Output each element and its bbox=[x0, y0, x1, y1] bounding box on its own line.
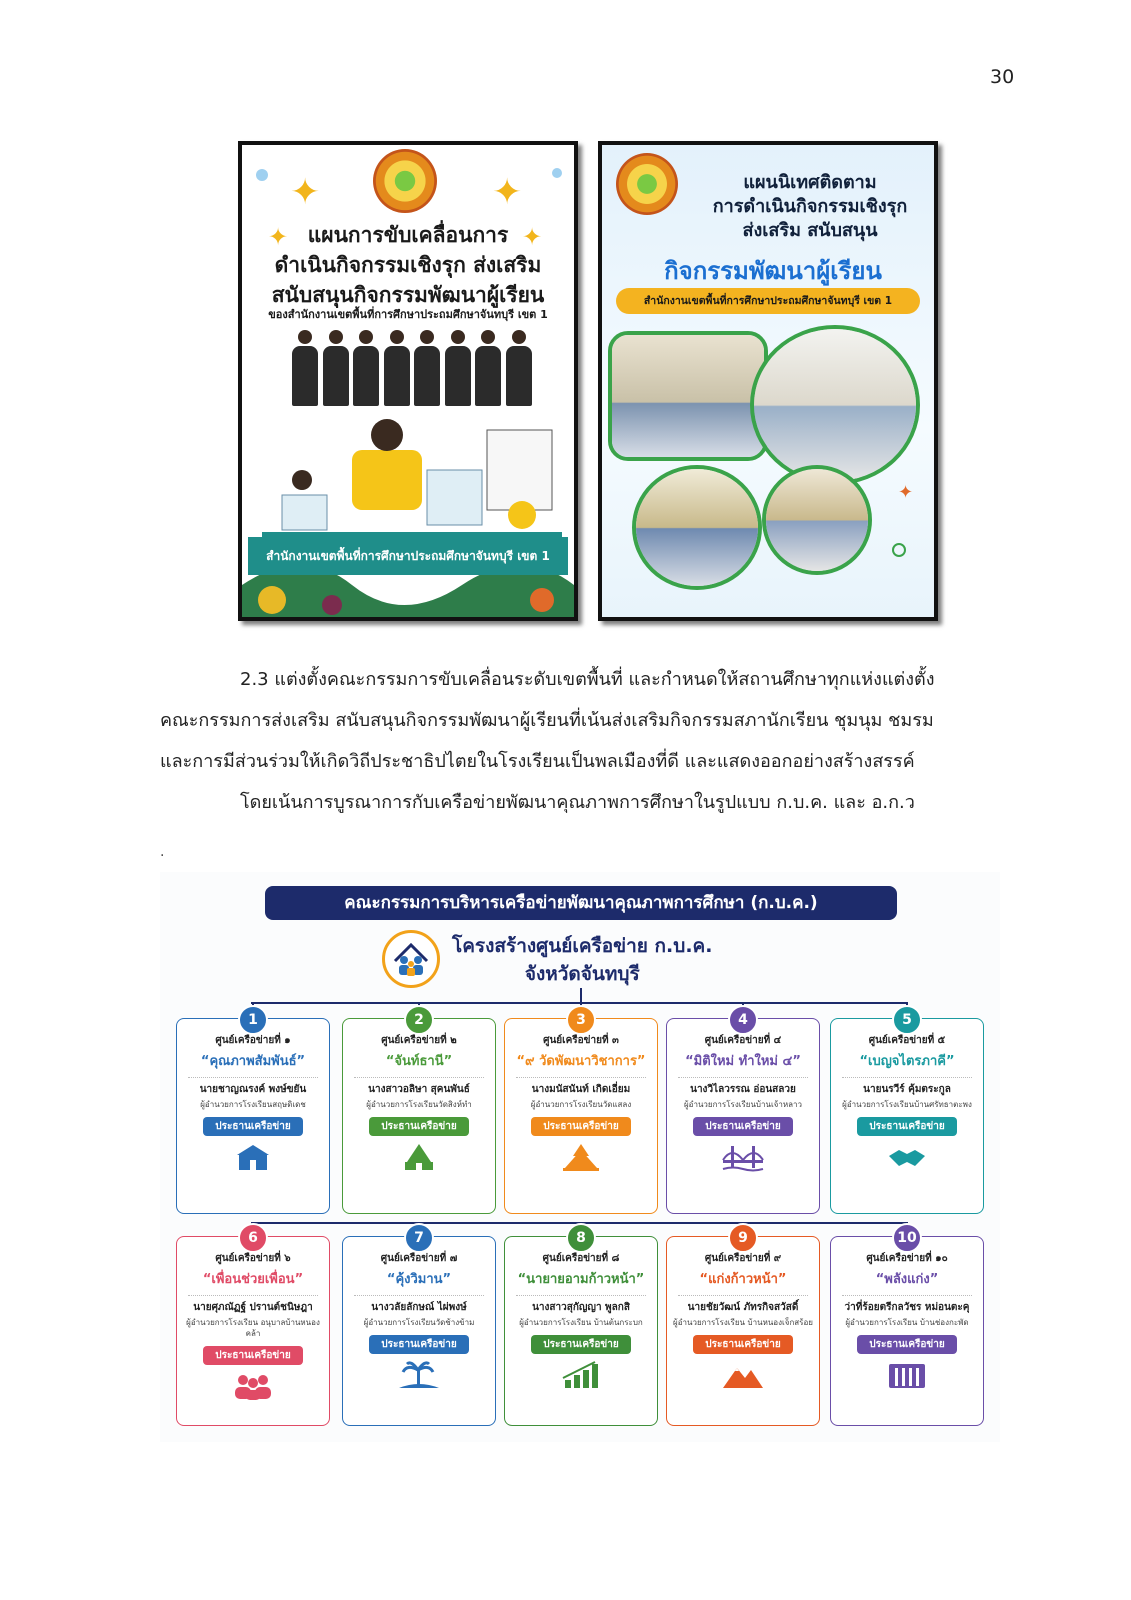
temple-icon bbox=[397, 1142, 441, 1172]
network-card bbox=[830, 1230, 984, 1426]
network-card bbox=[504, 1230, 658, 1426]
chairperson-name: นางวิไลวรรณ อ่อนสลวย bbox=[690, 1084, 796, 1095]
paragraph-line: 2.3 แต่งตั้งคณะกรรมการขับเคลื่อนระดับเขตพื้นที่ และกำหนดให้สถานศึกษาทุกแห่งแต่งตั้ง bbox=[240, 669, 935, 690]
network-name: “มิติใหม่ ทำใหม่ ๔” bbox=[685, 1054, 801, 1069]
role-pill: ประธานเครือข่าย bbox=[369, 1117, 468, 1136]
chairperson-position: ผู้อำนวยการโรงเรียนวัดช้างข้าม bbox=[363, 1318, 475, 1327]
poster2-banner: สำนักงานเขตพื้นที่การศึกษาประถมศึกษาจันทบุรี เขต 1 bbox=[616, 288, 920, 314]
network-label: ศูนย์เครือข่ายที่ ๖ bbox=[215, 1253, 291, 1264]
infographic-header: คณะกรรมการบริหารเครือข่ายพัฒนาคุณภาพการศึกษา (ก.บ.ค.) bbox=[265, 886, 897, 920]
chairperson-name: ว่าที่ร้อยตรีกลวัชร หม่อนตะคุ bbox=[844, 1302, 970, 1313]
pagoda-icon bbox=[559, 1142, 603, 1172]
dotted-divider bbox=[188, 1295, 319, 1296]
network-name: “แก่งก้าวหน้า” bbox=[699, 1272, 787, 1287]
poster2-title-line: ส่งเสริม สนับสนุน bbox=[742, 220, 878, 241]
waterfall-icon bbox=[885, 1360, 929, 1390]
role-pill: ประธานเครือข่าย bbox=[693, 1117, 792, 1136]
decor-circle bbox=[892, 543, 906, 557]
poster1-title-line: สนับสนุนกิจกรรมพัฒนาผู้เรียน bbox=[271, 283, 545, 307]
dotted-divider bbox=[516, 1295, 647, 1296]
network-name: “คุ้งวิมาน” bbox=[386, 1272, 452, 1287]
classroom-photo bbox=[632, 465, 762, 590]
palm-icon bbox=[397, 1360, 441, 1390]
network-number-badge: 9 bbox=[728, 1223, 758, 1253]
chairperson-position: ผู้อำนวยการโรงเรียน อนุบาลบ้านหนองคล้า bbox=[186, 1318, 320, 1338]
network-label: ศูนย์เครือข่ายที่ ๙ bbox=[704, 1253, 782, 1264]
growth-chart-icon bbox=[559, 1360, 603, 1390]
role-pill: ประธานเครือข่าย bbox=[693, 1335, 792, 1354]
paragraph-line: โดยเน้นการบูรณาการกับเครือข่ายพัฒนาคุณภาพการศึกษาในรูปแบบ ก.บ.ค. และ อ.ก.ว bbox=[240, 792, 915, 813]
stray-dot: . bbox=[160, 844, 165, 860]
chairperson-position: ผู้อำนวยการโรงเรียนวัดแสลง bbox=[530, 1100, 632, 1109]
sparkle-icon: ✦ bbox=[522, 223, 543, 251]
network-structure-infographic bbox=[160, 872, 1000, 1442]
chairperson-name: นายชาญณรงค์ พงษ์ขยัน bbox=[199, 1084, 307, 1095]
network-card bbox=[342, 1230, 496, 1426]
network-card bbox=[504, 1012, 658, 1214]
network-number-badge: 5 bbox=[892, 1005, 922, 1035]
chairperson-name: นางมนัสนันท์ เกิดเอี่ยม bbox=[531, 1084, 631, 1095]
network-name: “นายายอามก้าวหน้า” bbox=[517, 1272, 645, 1287]
network-label: ศูนย์เครือข่ายที่ ๘ bbox=[542, 1253, 620, 1264]
role-pill: ประธานเครือข่าย bbox=[531, 1117, 630, 1136]
network-number-badge: 4 bbox=[728, 1005, 758, 1035]
page-number: 30 bbox=[990, 66, 1015, 88]
chairperson-name: นายศุภณัฏฐ์ ปรานต์ชนิษฎา bbox=[193, 1302, 313, 1313]
mountain-icon bbox=[721, 1360, 765, 1390]
chairperson-name: นายชัยวัฒน์ ภัทรกิจสวัสดิ์ bbox=[687, 1302, 799, 1313]
sparkle-icon: ✦ bbox=[898, 482, 914, 503]
chairperson-position: ผู้อำนวยการโรงเรียนบ้านเจ้าหลาว bbox=[683, 1100, 803, 1109]
handshake-icon bbox=[885, 1142, 929, 1172]
sparkle-icon: ✦ bbox=[492, 172, 523, 213]
classroom-photo bbox=[762, 465, 872, 575]
dotted-divider bbox=[678, 1077, 809, 1078]
network-number-badge: 8 bbox=[566, 1223, 596, 1253]
role-pill: ประธานเครือข่าย bbox=[369, 1335, 468, 1354]
network-number-badge: 2 bbox=[404, 1005, 434, 1035]
poster1-title-line: แผนการขับเคลื่อนการ bbox=[307, 223, 509, 247]
dotted-divider bbox=[354, 1077, 485, 1078]
network-card bbox=[830, 1012, 984, 1214]
supervision-poster-image bbox=[598, 141, 938, 621]
family-icon bbox=[385, 933, 437, 985]
poster2-title-line: การดำเนินกิจกรรมเชิงรุก bbox=[712, 196, 908, 217]
network-card bbox=[342, 1012, 496, 1214]
dotted-divider bbox=[842, 1295, 973, 1296]
people-icon bbox=[231, 1371, 275, 1401]
network-logo bbox=[382, 930, 440, 988]
network-label: ศูนย์เครือข่ายที่ ๑ bbox=[215, 1035, 291, 1046]
subtitle-line: จังหวัดจันทบุรี bbox=[524, 963, 640, 985]
chairperson-position: ผู้อำนวยการโรงเรียนวัดสิงห์ทำ bbox=[366, 1100, 472, 1109]
network-label: ศูนย์เครือข่ายที่ ๒ bbox=[381, 1035, 457, 1046]
poster1-title bbox=[252, 220, 564, 310]
poster2-highlight: กิจกรรมพัฒนาผู้เรียน bbox=[664, 257, 882, 285]
poster2-title bbox=[692, 171, 928, 243]
network-name: “พลังแก่ง” bbox=[875, 1272, 939, 1287]
infographic-subtitle bbox=[452, 932, 712, 988]
chairperson-position: ผู้อำนวยการโรงเรียน บ้านต้นกระบก bbox=[519, 1318, 643, 1327]
paragraph-line: คณะกรรมการส่งเสริม สนับสนุนกิจกรรมพัฒนาผู้เรียนที่เน้นส่งเสริมกิจกรรมสภานักเรียน ชุมนุม ชมรม bbox=[160, 710, 934, 731]
classroom-photo bbox=[750, 325, 920, 485]
voting-illustration bbox=[262, 410, 562, 545]
role-pill: ประธานเครือข่าย bbox=[203, 1117, 302, 1136]
network-card bbox=[176, 1012, 330, 1214]
dotted-divider bbox=[842, 1077, 973, 1078]
chairperson-name: นายนรวีร์ คุ้มตระกูล bbox=[863, 1084, 951, 1095]
network-name: “จันท์ธานี” bbox=[385, 1054, 453, 1069]
network-label: ศูนย์เครือข่ายที่ ๕ bbox=[868, 1035, 946, 1046]
network-name: “เพื่อนช่วยเพื่อน” bbox=[202, 1272, 304, 1287]
network-name: “เบญจไตรภาคี” bbox=[859, 1054, 955, 1069]
role-pill: ประธานเครือข่าย bbox=[857, 1335, 956, 1354]
poster1-banner: สำนักงานเขตพื้นที่การศึกษาประถมศึกษาจันทบุรี เขต 1 bbox=[248, 537, 568, 575]
connector-line bbox=[580, 988, 582, 1002]
bridge-icon bbox=[721, 1142, 765, 1172]
network-number-badge: 10 bbox=[892, 1223, 922, 1253]
network-label: ศูนย์เครือข่ายที่ ๓ bbox=[543, 1035, 619, 1046]
network-name: “๙ วัดพัฒนาวิชาการ” bbox=[516, 1054, 646, 1069]
group-photo bbox=[292, 330, 532, 410]
role-pill: ประธานเครือข่าย bbox=[531, 1335, 630, 1354]
dotted-divider bbox=[354, 1295, 485, 1296]
poster1-title-line: ดำเนินกิจกรรมเชิงรุก ส่งเสริม bbox=[274, 253, 542, 277]
network-number-badge: 1 bbox=[238, 1005, 268, 1035]
network-label: ศูนย์เครือข่ายที่ ๗ bbox=[380, 1253, 458, 1264]
network-label: ศูนย์เครือข่ายที่ ๔ bbox=[704, 1035, 782, 1046]
paragraph-line: และการมีส่วนร่วมให้เกิดวิถีประชาธิปไตยในโรงเรียนเป็นพลเมืองที่ดี และแสดงออกอย่างสร้างสรรค์ bbox=[160, 751, 915, 772]
role-pill: ประธานเครือข่าย bbox=[857, 1117, 956, 1136]
network-name: “คุณภาพสัมพันธ์” bbox=[200, 1054, 306, 1069]
obec-seal-logo bbox=[373, 149, 437, 213]
school-icon bbox=[231, 1142, 275, 1172]
chairperson-position: ผู้อำนวยการโรงเรียนสฤษดิเดช bbox=[200, 1100, 306, 1109]
obec-seal-logo bbox=[616, 153, 678, 215]
network-number-badge: 6 bbox=[238, 1223, 268, 1253]
poster2-title-line: แผนนิเทศติดตาม bbox=[743, 172, 877, 193]
dotted-divider bbox=[678, 1295, 809, 1296]
chairperson-position: ผู้อำนวยการโรงเรียน บ้านหนองเจ็กสร้อย bbox=[673, 1318, 813, 1327]
chairperson-name: นางสาวอลิษา สุคนพันธ์ bbox=[368, 1084, 470, 1095]
network-card bbox=[176, 1230, 330, 1426]
network-number-badge: 3 bbox=[566, 1005, 596, 1035]
poster1-subtitle: ของสำนักงานเขตพื้นที่การศึกษาประถมศึกษาจันทบุรี เขต 1 bbox=[268, 308, 548, 321]
dotted-divider bbox=[188, 1077, 319, 1078]
plan-poster-image bbox=[238, 141, 578, 621]
chairperson-position: ผู้อำนวยการโรงเรียน บ้านช่องกะพัด bbox=[845, 1318, 969, 1327]
dotted-divider bbox=[516, 1077, 647, 1078]
role-pill: ประธานเครือข่าย bbox=[203, 1346, 302, 1365]
network-card bbox=[666, 1012, 820, 1214]
sparkle-icon: ✦ bbox=[268, 223, 289, 251]
chairperson-position: ผู้อำนวยการโรงเรียนบ้านศรัทธาตะพง bbox=[842, 1100, 972, 1109]
chairperson-name: นางวลัยลักษณ์ ไผ่พงษ์ bbox=[371, 1302, 467, 1313]
sparkle-icon: ✦ bbox=[290, 172, 321, 213]
chairperson-name: นางสาวสุกัญญา พูลกสิ bbox=[532, 1302, 630, 1313]
network-label: ศูนย์เครือข่ายที่ ๑๐ bbox=[866, 1253, 948, 1264]
network-card bbox=[666, 1230, 820, 1426]
subtitle-line: โครงสร้างศูนย์เครือข่าย ก.บ.ค. bbox=[452, 935, 713, 957]
classroom-photo bbox=[608, 331, 768, 461]
network-number-badge: 7 bbox=[404, 1223, 434, 1253]
body-text bbox=[160, 659, 1002, 823]
